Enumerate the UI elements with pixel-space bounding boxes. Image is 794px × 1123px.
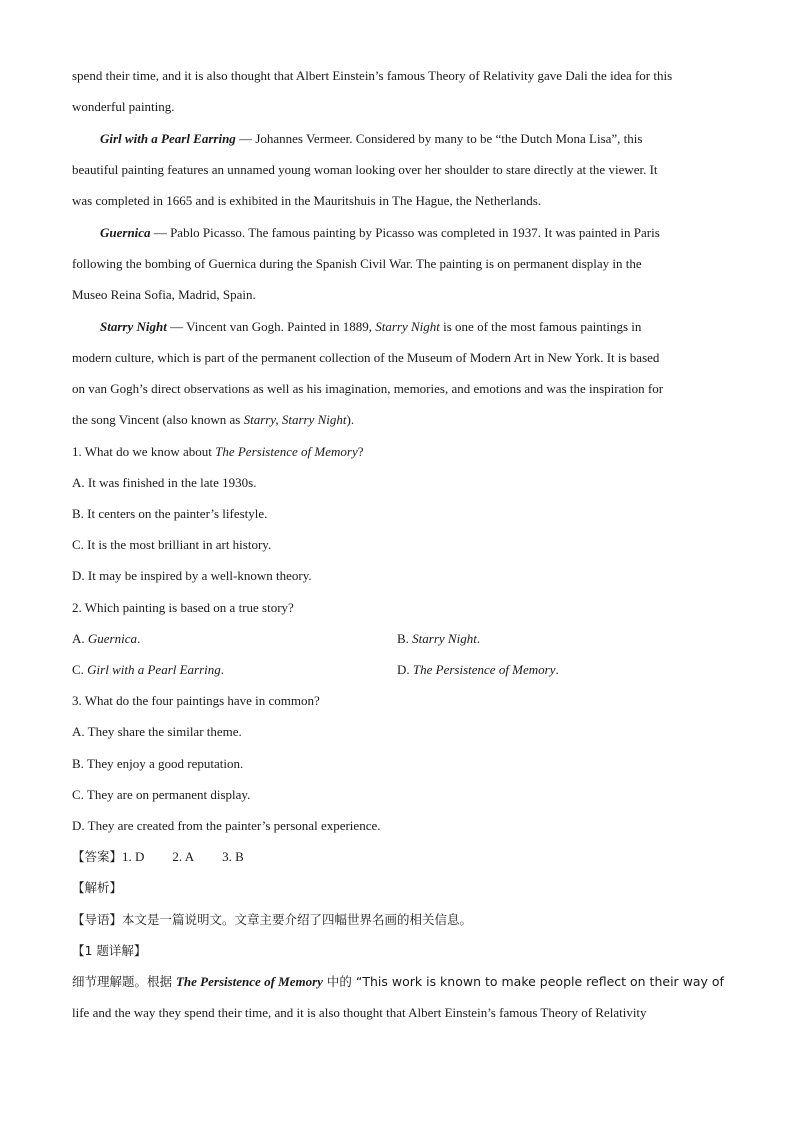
passage-text: wonderful painting. bbox=[72, 99, 175, 114]
passage-text: Museo Reina Sofia, Madrid, Spain. bbox=[72, 287, 256, 302]
passage-text: spend their time, and it is also thought that Albert Einstein’s famous Theory of Relativity gave Dali the idea for this bbox=[72, 68, 673, 83]
option-title: The Persistence of Memory bbox=[412, 662, 556, 677]
question-2-option-d bbox=[397, 654, 559, 685]
option-text: D. It may be inspired by a well-known theory. bbox=[72, 568, 312, 583]
question-1 bbox=[72, 436, 364, 467]
question-1-option-b bbox=[72, 498, 267, 529]
analysis-label: 【解析】 bbox=[72, 880, 123, 895]
detail-text: life and the way they spend their time, and it is also thought that Albert Einstein’s famous Theory of Relativity bbox=[72, 1005, 647, 1020]
passage-line bbox=[72, 404, 354, 435]
question-3 bbox=[72, 685, 320, 716]
question-text: ? bbox=[357, 444, 364, 459]
option-title: Girl with a Pearl Earring bbox=[87, 662, 221, 677]
analysis-heading bbox=[72, 872, 122, 903]
painting-title: Girl with a Pearl Earring bbox=[100, 131, 236, 146]
passage-text: beautiful painting features an unnamed young woman looking over her shoulder to stare directly at the viewer. It bbox=[72, 162, 658, 177]
option-text: A. It was finished in the late 1930s. bbox=[72, 475, 257, 490]
question-3-option-b bbox=[72, 748, 243, 779]
question-1-option-a bbox=[72, 467, 257, 498]
detail-text: 中的 “This work is known to make people reflect on their way of bbox=[322, 974, 724, 989]
passage-line bbox=[72, 91, 175, 122]
analysis-guide bbox=[72, 904, 472, 935]
painting-paragraph-vangogh bbox=[100, 311, 641, 342]
painting-title: Guernica bbox=[100, 225, 151, 240]
passage-line bbox=[72, 185, 541, 216]
question-1-option-d bbox=[72, 560, 312, 591]
option-text: B. They enjoy a good reputation. bbox=[72, 756, 244, 771]
passage-line bbox=[72, 154, 658, 185]
question-3-option-d bbox=[72, 810, 380, 841]
passage-line bbox=[72, 342, 659, 373]
question-3-option-c bbox=[72, 779, 250, 810]
option-punct: . bbox=[476, 631, 481, 646]
option-letter: B. bbox=[397, 631, 413, 646]
question-2 bbox=[72, 592, 294, 623]
passage-text: the song Vincent (also known as bbox=[72, 412, 244, 427]
option-letter: C. bbox=[72, 662, 88, 677]
answer-key bbox=[72, 841, 244, 872]
painting-title-inline: The Persistence of Memory bbox=[175, 974, 323, 989]
passage-text: following the bombing of Guernica during the Spanish Civil War. The painting is on permanent display in the bbox=[72, 256, 642, 271]
painting-paragraph-picasso bbox=[100, 217, 660, 248]
passage-text: — Vincent van Gogh. Painted in 1889, bbox=[166, 319, 376, 334]
answer-item: 1. D bbox=[122, 849, 145, 864]
answer-item: 3. B bbox=[222, 849, 244, 864]
guide-text: 【导语】本文是一篇说明文。文章主要介绍了四幅世界名画的相关信息。 bbox=[72, 912, 473, 927]
question-2-option-c bbox=[72, 654, 224, 685]
answer-label: 【答案】 bbox=[72, 849, 123, 864]
option-text: A. They share the similar theme. bbox=[72, 724, 242, 739]
question-1-detail-line bbox=[72, 997, 647, 1028]
detail-label: 【1 题详解】 bbox=[72, 943, 147, 958]
passage-text: modern culture, which is part of the permanent collection of the Museum of Modern Art in New York. It is based bbox=[72, 350, 660, 365]
passage-text: was completed in 1665 and is exhibited in the Mauritshuis in The Hague, the Netherlands. bbox=[72, 193, 542, 208]
option-text: B. It centers on the painter’s lifestyle. bbox=[72, 506, 268, 521]
question-2-option-b bbox=[397, 623, 480, 654]
painting-paragraph-vermeer bbox=[100, 123, 642, 154]
painting-title-inline: The Persistence of Memory bbox=[215, 444, 358, 459]
question-3-option-a bbox=[72, 716, 242, 747]
passage-line bbox=[72, 60, 672, 91]
detail-text: 细节理解题。根据 bbox=[72, 974, 176, 989]
question-2-option-a bbox=[72, 623, 140, 654]
option-letter: D. bbox=[397, 662, 413, 677]
painting-title: Starry Night bbox=[100, 319, 167, 334]
option-punct: . bbox=[220, 662, 225, 677]
option-title: Starry Night bbox=[412, 631, 477, 646]
question-1-option-c bbox=[72, 529, 271, 560]
passage-line bbox=[72, 279, 256, 310]
question-1-detail bbox=[72, 966, 724, 997]
passage-text: on van Gogh’s direct observations as well as his imagination, memories, and emotions and was the inspiration for bbox=[72, 381, 664, 396]
option-title: Guernica bbox=[87, 631, 137, 646]
question-text: 2. Which painting is based on a true story? bbox=[72, 600, 294, 615]
option-letter: A. bbox=[72, 631, 88, 646]
option-text: D. They are created from the painter’s personal experience. bbox=[72, 818, 381, 833]
painting-title-inline: Starry Night bbox=[375, 319, 440, 334]
painting-title-inline: Starry, Starry Night bbox=[243, 412, 347, 427]
option-text: C. They are on permanent display. bbox=[72, 787, 251, 802]
passage-line bbox=[72, 248, 642, 279]
passage-text: is one of the most famous paintings in bbox=[439, 319, 642, 334]
passage-line bbox=[72, 373, 663, 404]
option-punct: . bbox=[137, 631, 141, 646]
passage-text: — Johannes Vermeer. Considered by many to be “the Dutch Mona Lisa”, this bbox=[235, 131, 643, 146]
question-1-detail-heading bbox=[72, 935, 146, 966]
passage-text: ). bbox=[346, 412, 355, 427]
question-text: 1. What do we know about bbox=[72, 444, 216, 459]
question-text: 3. What do the four paintings have in common? bbox=[72, 693, 320, 708]
answer-item: 2. A bbox=[172, 849, 195, 864]
option-text: C. It is the most brilliant in art history. bbox=[72, 537, 272, 552]
option-punct: . bbox=[555, 662, 559, 677]
passage-text: — Pablo Picasso. The famous painting by Picasso was completed in 1937. It was painted in Paris bbox=[150, 225, 660, 240]
